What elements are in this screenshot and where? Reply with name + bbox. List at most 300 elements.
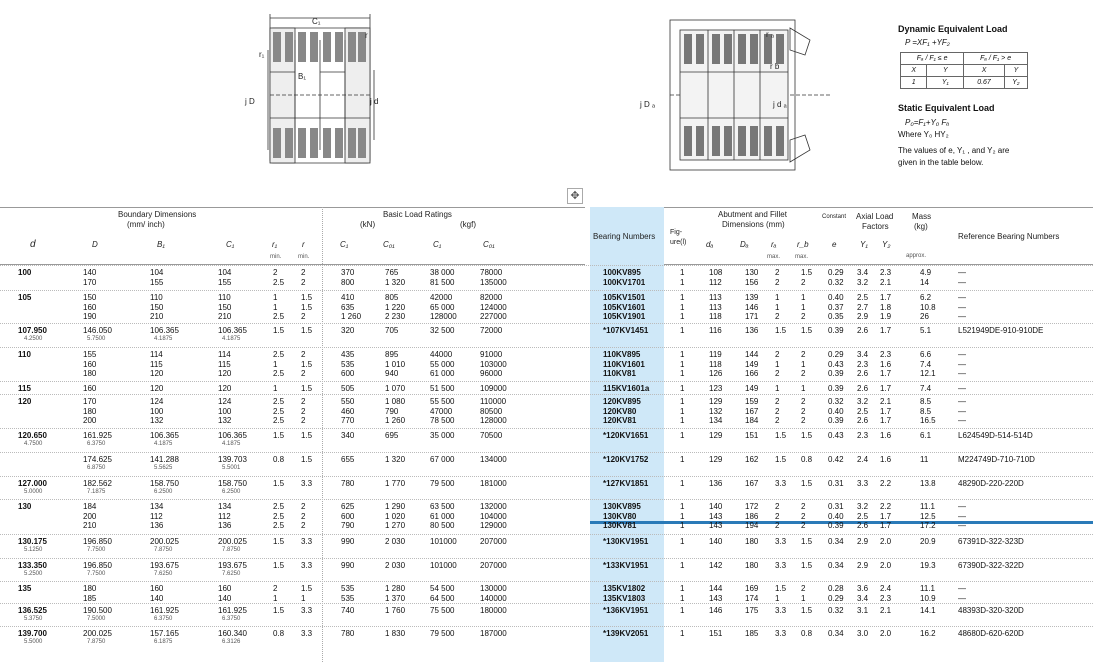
cell-cr2: 42000: [430, 293, 453, 302]
cell-c: 100: [218, 406, 232, 416]
cell-y2: 2.1: [880, 397, 892, 406]
cell-ra: 2: [775, 312, 780, 321]
cell-e: 0.39: [828, 521, 844, 530]
bearing-number[interactable]: 100KV1701: [603, 277, 646, 287]
bearing-number[interactable]: *139KV2051: [603, 629, 649, 638]
cell-d: 180: [83, 406, 97, 416]
bearing-number[interactable]: 120KV895: [603, 397, 641, 406]
cell-fig: 1: [680, 350, 685, 359]
cell-cor: 1 770: [385, 479, 406, 488]
cell-rb: 1: [801, 293, 806, 302]
r1-label: r₁: [259, 50, 265, 59]
bearing-number[interactable]: 130KV81: [603, 521, 637, 530]
bearing-number[interactable]: 120KV81: [603, 416, 637, 425]
cell-y1: 2.6: [857, 326, 869, 335]
col-y2: Y₂: [882, 240, 891, 249]
factors-header: Factors: [862, 222, 889, 231]
cell-r: 1.5: [301, 455, 313, 464]
cell-mass: 4.9: [920, 268, 932, 277]
cell-ra: 2: [775, 277, 780, 287]
cell-da: 144: [745, 350, 759, 359]
cell-ra: 3.3: [775, 537, 787, 546]
cell-da: 136: [709, 479, 723, 488]
cell-b: 124: [150, 397, 164, 406]
cell-y1: 2.7: [857, 302, 869, 312]
cell-cor: 1 830: [385, 629, 406, 638]
cell-cor2: 70500: [480, 431, 503, 440]
cell-cr2: 32 500: [430, 326, 455, 335]
cell-mass: 7.4: [920, 359, 932, 369]
cell-y1: 3.4: [857, 350, 869, 359]
cell-da: 123: [709, 384, 723, 393]
bearing-number[interactable]: 100KV895: [603, 268, 641, 277]
rb-label: r b: [770, 62, 780, 71]
cell-cr: 535: [341, 359, 355, 369]
cell-y2: 1.7: [880, 416, 892, 425]
row-separator: [0, 499, 1093, 500]
cell-d-inch: 4.2500: [24, 336, 43, 342]
cell-rb: 2: [801, 350, 806, 359]
cell-r: 1: [301, 593, 306, 603]
bearing-number[interactable]: 115KV1601a: [603, 384, 650, 393]
jD-label: j D: [245, 97, 255, 106]
cell-c: 200.025: [218, 537, 247, 546]
cell-y2: 2.3: [880, 350, 892, 359]
cell-fig: 1: [680, 312, 685, 321]
cell-d: 120.650: [18, 431, 47, 440]
jDa-label: j D ₐ: [640, 100, 655, 109]
cell-r1: 0.8: [273, 629, 285, 638]
cell-cor: 1 290: [385, 502, 406, 511]
cell-rb: 0.8: [801, 455, 813, 464]
cell-rb: 2: [801, 369, 806, 378]
cell-c-inch: 7.6250: [222, 571, 241, 577]
cell-b: 136: [150, 521, 164, 530]
static-formula: P₀=F₁+Y₀ Fₐ: [905, 118, 950, 127]
cell-cr2: 101000: [430, 561, 457, 570]
cell-fig: 1: [680, 406, 685, 416]
cell-cor2: 124000: [480, 302, 507, 312]
min-label: min.: [298, 254, 310, 260]
eq-cell: Y: [1004, 65, 1027, 77]
move-handle-icon[interactable]: ✥: [567, 188, 583, 204]
cell-r: 2: [301, 268, 306, 277]
cell-cr: 460: [341, 406, 355, 416]
cell-mass: 19.3: [920, 561, 936, 570]
cell-y1: 3.4: [857, 593, 869, 603]
cell-cr2: 63 500: [430, 502, 455, 511]
cell-cor: 895: [385, 350, 399, 359]
cell-y2: 2.2: [880, 479, 892, 488]
cell-mass: 16.5: [920, 416, 936, 425]
cell-r1: 2: [273, 584, 278, 593]
cell-cor: 765: [385, 268, 399, 277]
bearing-number[interactable]: *120KV1752: [603, 455, 649, 464]
cell-cr: 625: [341, 502, 355, 511]
bearing-number[interactable]: *127KV1851: [603, 479, 649, 488]
cell-b: 210: [150, 312, 164, 321]
col-d: d: [30, 239, 36, 250]
col-Da: Dₐ: [740, 240, 749, 249]
bearing-number[interactable]: 135KV1803: [603, 593, 646, 603]
cell-fig: 1: [680, 384, 685, 393]
cell-cr: 800: [341, 277, 355, 287]
cell-ra: 3.3: [775, 479, 787, 488]
cell-cr2: 44000: [430, 350, 453, 359]
cell-y1: 2.5: [857, 293, 869, 302]
cell-mass: 12.5: [920, 511, 936, 521]
cell-c-inch: 4.1875: [222, 441, 241, 447]
cell-r: 3.3: [301, 479, 313, 488]
cell-r1: 1: [273, 593, 278, 603]
cell-cor: 1 280: [385, 584, 406, 593]
cell-b: 134: [150, 502, 164, 511]
cell-c: 124: [218, 397, 232, 406]
cell-r: 2: [301, 397, 306, 406]
cell-cor2: 72000: [480, 326, 503, 335]
cell-cor: 705: [385, 326, 399, 335]
bearing-numbers-header: Bearing Numbers: [593, 232, 656, 241]
cell-d: 100: [18, 268, 32, 277]
cell-d: 210: [83, 521, 97, 530]
cell-ra: 1: [775, 593, 780, 603]
cell-e: 0.39: [828, 416, 844, 425]
cell-d-inch: 5.0000: [24, 489, 43, 495]
cell-b: 100: [150, 406, 164, 416]
cell-cor2: 109000: [480, 384, 507, 393]
cell-y1: 3.4: [857, 268, 869, 277]
cell-ref: —: [958, 359, 966, 369]
cell-d-inch: 7.8750: [87, 639, 106, 645]
col-y1: Y₁: [860, 240, 868, 249]
cell-d: 150: [83, 293, 97, 302]
cell-da: 132: [709, 406, 723, 416]
cell-mass: 10.9: [920, 593, 936, 603]
cell-cr2: 65 000: [430, 302, 455, 312]
cell-d: 107.950: [18, 326, 47, 335]
cell-d: 146.050: [83, 326, 112, 335]
cell-ra: 2: [775, 268, 780, 277]
cell-e: 0.29: [828, 593, 844, 603]
cell-y2: 1.7: [880, 511, 892, 521]
cell-cr: 780: [341, 629, 355, 638]
cell-e: 0.32: [828, 277, 844, 287]
cell-d: 174.625: [83, 455, 112, 464]
row-separator: [0, 558, 1093, 559]
cell-y2: 1.7: [880, 326, 892, 335]
cell-y1: 2.3: [857, 359, 869, 369]
cell-ref: —: [958, 406, 966, 416]
cell-da: 180: [745, 537, 759, 546]
cell-rb: 1.5: [801, 268, 813, 277]
cell-r: 2: [301, 350, 306, 359]
cell-cr2: 35 000: [430, 431, 455, 440]
cell-d: 190.500: [83, 606, 112, 615]
cell-ref: —: [958, 277, 966, 287]
cell-d-inch: 5.1250: [24, 547, 43, 553]
bearing-number[interactable]: *136KV1951: [603, 606, 649, 615]
cell-b: 106.365: [150, 326, 179, 335]
cell-e: 0.39: [828, 326, 844, 335]
cell-c: 114: [218, 350, 231, 359]
dynamic-formula: P =XF₁ +YF₂: [905, 38, 950, 47]
cell-r: 3.3: [301, 537, 313, 546]
cell-mass: 10.8: [920, 302, 936, 312]
cell-da: 186: [745, 511, 759, 521]
bearing-number[interactable]: 130KV80: [603, 511, 637, 521]
cell-y2: 1.7: [880, 384, 892, 393]
cell-r: 3.3: [301, 606, 313, 615]
cell-d-inch: 6.3750: [87, 441, 106, 447]
cell-b: 141.288: [150, 455, 179, 464]
cell-da: 172: [745, 502, 759, 511]
cell-r1: 1.5: [273, 431, 285, 440]
approx-label: approx.: [906, 253, 927, 259]
bearing-number[interactable]: 105KV1601: [603, 302, 646, 312]
cell-da: 134: [709, 416, 723, 425]
boundary-unit: (mm/ inch): [127, 220, 165, 229]
cell-b: 106.365: [150, 431, 179, 440]
cell-da: 113: [709, 302, 722, 312]
cell-da: 149: [745, 359, 759, 369]
bearing-number[interactable]: 105KV1501: [603, 293, 646, 302]
cell-mass: 6.2: [920, 293, 932, 302]
cell-da: 129: [709, 397, 723, 406]
cell-b: 158.750: [150, 479, 179, 488]
cell-r: 2: [301, 312, 306, 321]
cell-c: 193.675: [218, 561, 247, 570]
cell-b: 112: [150, 511, 163, 521]
cell-y2: 2.3: [880, 268, 892, 277]
col-Cr: C₁: [340, 240, 349, 249]
cell-c: 160: [218, 584, 232, 593]
cell-cr: 600: [341, 369, 355, 378]
cell-da: 175: [745, 606, 759, 615]
max-label: max.: [767, 254, 781, 260]
row-separator: [0, 626, 1093, 627]
cell-cr: 535: [341, 584, 355, 593]
bearing-number[interactable]: *133KV1951: [603, 561, 649, 570]
cell-c: 136: [218, 521, 232, 530]
cell-b: 161.925: [150, 606, 179, 615]
cell-r1: 2.5: [273, 502, 285, 511]
max-label: max.: [795, 254, 809, 260]
jd-label: j d: [370, 97, 379, 106]
cell-fig: 1: [680, 369, 685, 378]
cell-cr2: 61 000: [430, 369, 455, 378]
bearing-number[interactable]: 120KV80: [603, 406, 637, 416]
cell-cr: 410: [341, 293, 355, 302]
cell-da: 167: [745, 406, 759, 416]
cell-fig: 1: [680, 431, 685, 440]
cell-rb: 1.5: [801, 479, 813, 488]
col-ra: rₐ: [771, 240, 777, 249]
bearing-number[interactable]: 110KV1601: [603, 359, 645, 369]
cell-y2: 2.0: [880, 561, 892, 570]
cell-b: 160: [150, 584, 164, 593]
cell-c: 120: [218, 369, 232, 378]
cell-da: 171: [745, 312, 759, 321]
cell-r1: 2.5: [273, 277, 285, 287]
cell-r1: 1: [273, 359, 278, 369]
bearing-number[interactable]: 110KV81: [603, 369, 636, 378]
cell-b: 104: [150, 268, 164, 277]
cell-d: 105: [18, 293, 32, 302]
cell-d: 196.850: [83, 537, 112, 546]
cell-cr2: 80 500: [430, 521, 455, 530]
cell-da: 185: [745, 629, 759, 638]
col-rb: r_b: [797, 240, 809, 249]
cell-d: 130.175: [18, 537, 47, 546]
cell-fig: 1: [680, 302, 685, 312]
cell-y2: 2.3: [880, 593, 892, 603]
cell-c: 110: [218, 293, 231, 302]
cell-y1: 2.3: [857, 431, 869, 440]
cell-mass: 17.2: [920, 521, 936, 530]
cell-b: 193.675: [150, 561, 179, 570]
cell-ref: —: [958, 293, 966, 302]
cell-d: 184: [83, 502, 97, 511]
cell-cor2: 104000: [480, 511, 507, 521]
cell-c: 104: [218, 268, 232, 277]
bearing-number[interactable]: 110KV895: [603, 350, 641, 359]
cell-d-inch: 5.2500: [24, 571, 43, 577]
cell-y1: 2.4: [857, 455, 869, 464]
cell-y2: 1.7: [880, 369, 892, 378]
cell-cr2: 38 000: [430, 268, 455, 277]
cell-da: 129: [709, 431, 723, 440]
cell-ref: 48680D-620-620D: [958, 629, 1024, 638]
cell-mass: 14.1: [920, 606, 936, 615]
cell-cr2: 101000: [430, 537, 457, 546]
cell-e: 0.42: [828, 455, 844, 464]
cell-b-inch: 7.8750: [154, 547, 173, 553]
cell-e: 0.31: [828, 479, 844, 488]
cell-ra: 2: [775, 416, 780, 425]
cell-d: 110: [18, 350, 31, 359]
cell-cor2: 96000: [480, 369, 503, 378]
cell-da: 144: [709, 584, 723, 593]
bearing-number[interactable]: *130KV1951: [603, 537, 649, 546]
boundary-dimensions-header: Boundary Dimensions: [118, 210, 197, 219]
row-separator: [0, 394, 1093, 395]
cell-y2: 1.7: [880, 293, 892, 302]
cell-mass: 6.6: [920, 350, 932, 359]
cell-b-inch: 4.1875: [154, 336, 173, 342]
cell-da: 108: [709, 268, 723, 277]
cell-cr2: 79 500: [430, 479, 455, 488]
cell-e: 0.34: [828, 561, 844, 570]
cell-c: 140: [218, 593, 232, 603]
cell-rb: 2: [801, 502, 806, 511]
cell-ref: M224749D-710-710D: [958, 455, 1035, 464]
mounting-diagram: [640, 10, 840, 175]
cell-da: 143: [709, 593, 723, 603]
eq-header-2: Fₐ / F₁ > e: [964, 53, 1028, 65]
cell-y2: 1.6: [880, 455, 892, 464]
cell-c-inch: 4.1875: [222, 336, 241, 342]
cell-r: 2: [301, 511, 306, 521]
cell-y1: 2.9: [857, 561, 869, 570]
cell-y2: 2.4: [880, 584, 892, 593]
cell-d-inch: 7.7500: [87, 547, 106, 553]
cell-y1: 2.9: [857, 312, 869, 321]
cell-cor: 1 760: [385, 606, 406, 615]
min-label: min.: [270, 254, 282, 260]
cell-b: 150: [150, 302, 164, 312]
cell-da: 184: [745, 416, 759, 425]
cell-b-inch: 6.3750: [154, 616, 173, 622]
cell-cr: 435: [341, 350, 355, 359]
cell-e: 0.32: [828, 606, 844, 615]
cell-r1: 2.5: [273, 397, 285, 406]
cell-b-inch: 4.1875: [154, 441, 173, 447]
bearing-number[interactable]: 105KV1901: [603, 312, 646, 321]
cell-r: 3.3: [301, 561, 313, 570]
cell-r: 2: [301, 369, 306, 378]
cell-cor: 1 320: [385, 277, 406, 287]
equivalent-load-table: [900, 52, 1028, 89]
load-ratings-header: Basic Load Ratings: [383, 210, 452, 219]
cell-fig: 1: [680, 359, 685, 369]
cell-d: 130: [18, 502, 32, 511]
bearing-number[interactable]: *107KV1451: [603, 326, 649, 335]
cell-y2: 1.7: [880, 521, 892, 530]
cell-cr2: 55 000: [430, 359, 455, 369]
cell-d-inch: 7.5000: [87, 616, 106, 622]
cell-c: 158.750: [218, 479, 247, 488]
cell-rb: 1.5: [801, 537, 813, 546]
cell-b: 155: [150, 277, 164, 287]
cell-b: 115: [150, 359, 163, 369]
cell-cr: 990: [341, 561, 355, 570]
cell-e: 0.32: [828, 397, 844, 406]
cell-r: 1.5: [301, 384, 313, 393]
cell-cor: 1 320: [385, 455, 406, 464]
cell-y2: 1.8: [880, 302, 892, 312]
cell-cr2: 78 500: [430, 416, 455, 425]
cell-ref: —: [958, 268, 966, 277]
cell-d: 196.850: [83, 561, 112, 570]
bearing-number[interactable]: 135KV1802: [603, 584, 646, 593]
row-separator: [0, 265, 1093, 266]
bearing-number[interactable]: *120KV1651: [603, 431, 649, 440]
cell-mass: 11: [920, 455, 929, 464]
cell-cor2: 91000: [480, 350, 503, 359]
cell-ref: —: [958, 312, 966, 321]
cell-d: 180: [83, 584, 97, 593]
cell-rb: 2: [801, 312, 806, 321]
cell-cor: 2 230: [385, 312, 406, 321]
cell-ra: 1: [775, 359, 780, 369]
cell-fig: 1: [680, 277, 685, 287]
cell-ra: 2: [775, 406, 780, 416]
cell-d-inch: 6.8750: [87, 465, 106, 471]
cell-y1: 2.6: [857, 416, 869, 425]
cell-da: 140: [709, 502, 723, 511]
bearing-number[interactable]: 130KV895: [603, 502, 641, 511]
cell-ra: 2: [775, 502, 780, 511]
row-separator: [0, 381, 1093, 382]
cell-ref: L521949DE-910-910DE: [958, 326, 1044, 335]
row-separator: [0, 476, 1093, 477]
cell-ra: 1: [775, 384, 780, 393]
cell-d: 170: [83, 397, 97, 406]
cell-d: 115: [18, 384, 31, 393]
cell-d-inch: 5.7500: [87, 336, 106, 342]
cell-r1: 2.5: [273, 350, 285, 359]
cell-c-inch: 6.3750: [222, 616, 241, 622]
